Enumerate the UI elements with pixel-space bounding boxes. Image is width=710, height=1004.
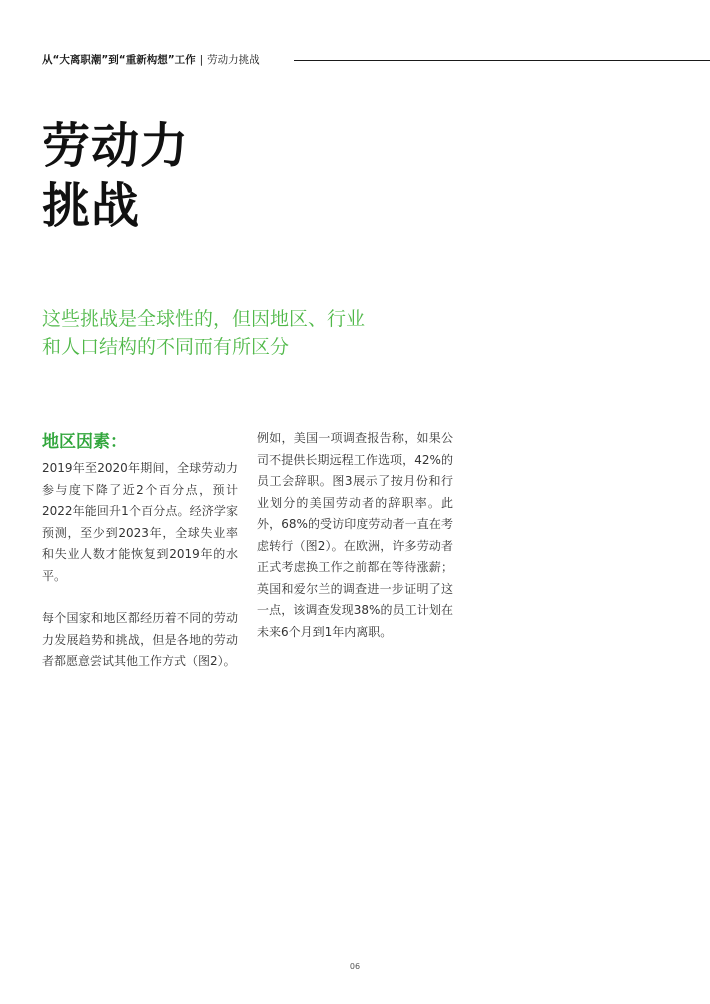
- page-number: 06: [349, 962, 361, 971]
- subtitle-line-1: 这些挑战是全球性的，但因地区、行业: [42, 308, 366, 330]
- right-column: [257, 428, 453, 643]
- header-rule: [294, 60, 710, 61]
- subtitle-line-2: 和人口结构的不同而有所区分: [42, 336, 290, 358]
- section-heading: 地区因素：: [42, 432, 127, 452]
- page-title: [42, 116, 189, 236]
- header-separator: |: [199, 54, 204, 66]
- running-header: [42, 52, 710, 68]
- subtitle: [42, 305, 382, 361]
- body-paragraph: 每个国家和地区都经历着不同的劳动力发展趋势和挑战，但是各地的劳动者都愿意尝试其他工作方式（图2）。: [42, 611, 238, 668]
- body-paragraph: 2019年至2020年期间，全球劳动力参与度下降了近2个百分点，预计2022年能回升1个百分点。经济学家预测，至少到2023年，全球失业率和失业人数才能恢复到2019年的水平。: [42, 461, 238, 583]
- left-column: [42, 428, 238, 673]
- body-paragraph: 例如，美国一项调查报告称，如果公司不提供长期远程工作选项，42%的员工会辞职。图3展示了按月份和行业划分的美国劳动者的辞职率。此外，68%的受访印度劳动者一直在考虑转行（图2）。在欧洲，许多劳动者正式考虑换工作之前都在等待涨薪；英国和爱尔兰的调查进一步证明了这一点，该调查发现38%的员工计划在未来6个月到1年内离职。: [257, 431, 453, 639]
- header-section: 劳动力挑战: [207, 54, 260, 66]
- title-line-1: 劳动力: [42, 118, 190, 174]
- title-line-2: 挑战: [42, 178, 141, 234]
- header-report-title: 从“大离职潮”到“重新构想”工作: [42, 54, 196, 66]
- header-text: [42, 52, 260, 68]
